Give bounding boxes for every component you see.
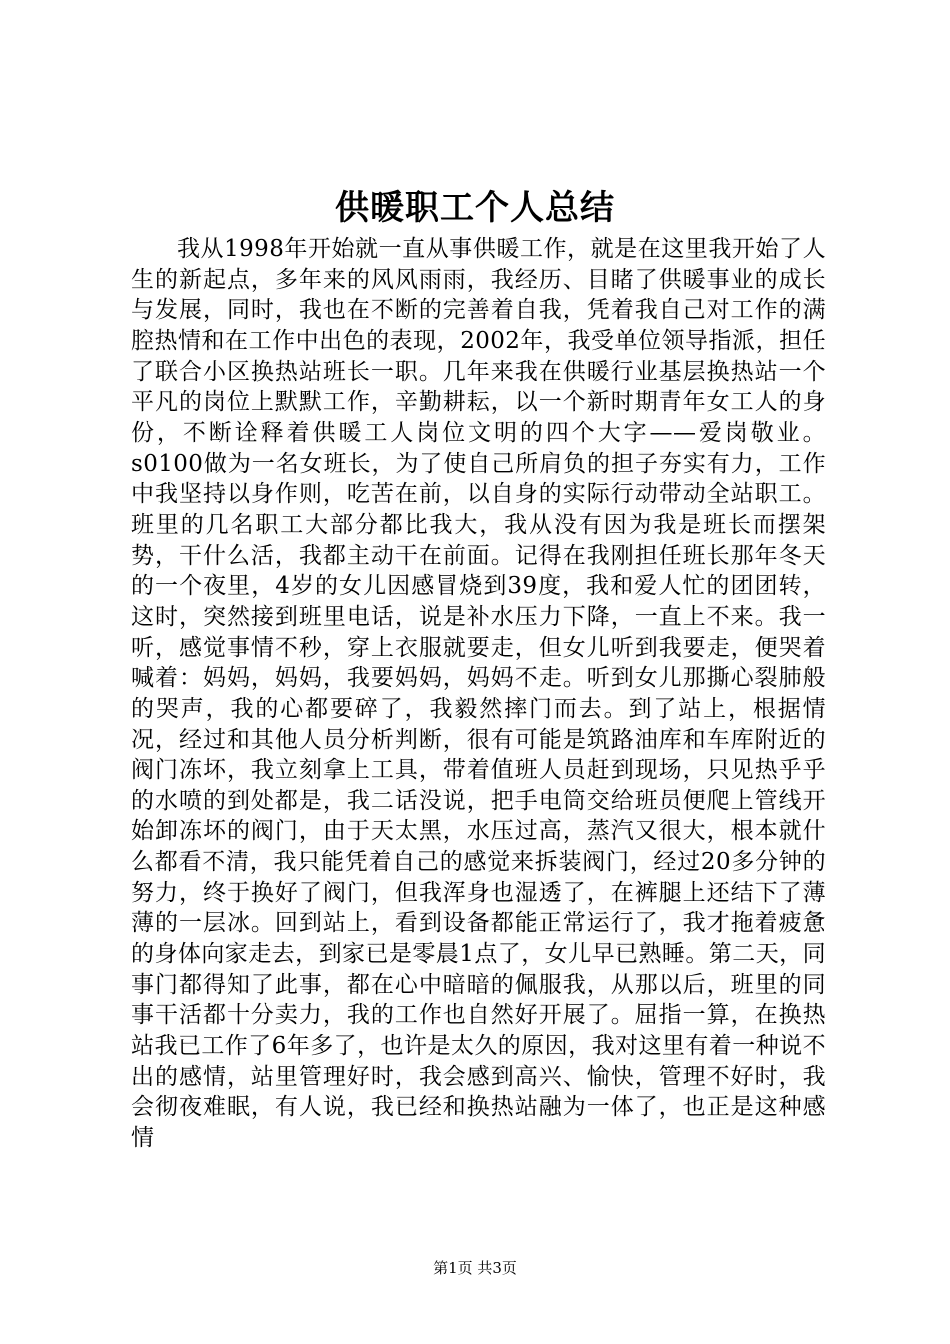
document-title: 供暖职工个人总结 [335,188,615,228]
body-paragraph: 我从1998年开始就一直从事供暖工作，就是在这里我开始了人生的新起点，多年来的风风雨雨，我经历、目睹了供暖事业的成长与发展，同时，我也在不断的完善着自我，凭着我自己对工作的满腔热情和在工作中出色的表现，2002年，我受单位领导指派，担任了联合小区换热站班长一职。几年来我在供暖行业基层换热站一个平凡的岗位上默默工作，辛勤耕耘，以一个新时期青年女工人的身份，不断诠释着供暖工人岗位文明的四个大字——爱岗敬业。s0100做为一名女班长，为了使自己所肩负的担子夯实有力，工作中我坚持以身作则，吃苦在前，以自身的实际行动带动全站职工。班里的几名职工大部分都比我大，我从没有因为我是班长而摆架势，干什么活，我都主动干在前面。记得在我刚担任班长那年冬天的一个夜里，4岁的女儿因感冒烧到39度，我和爱人忙的团团转，这时，突然接到班里电话，说是补水压力下降，一直上不来。我一听，感觉事情不秒，穿上衣服就要走，但女儿听到我要走，便哭着喊着：妈妈，妈妈，我要妈妈，妈妈不走。听到女儿那撕心裂肺般的哭声，我的心都要碎了，我毅然摔门而去。到了站上，根据情况，经过和其他人员分析判断，很有可能是筑路油库和车库附近的阀门冻坏，我立刻拿上工具，带着值班人员赶到现场，只见热乎乎的水喷的到处都是，我二话没说，把手电筒交给班员便爬上管线开始卸冻坏的阀门，由于天太黑，水压过高，蒸汽又很大，根本就什么都看不清，我只能凭着自己的感觉来拆装阀门，经过20多分钟的努力，终于换好了阀门，但我浑身也湿透了，在裤腿上还结下了薄薄的一层冰。回到站上，看到设备都能正常运行了，我才拖着疲惫的身体向家走去，到家已是零晨1点了，女儿早已熟睡。第二天，同事门都得知了此事，都在心中暗暗的佩服我，从那以后，班里的同事干活都十分卖力，我的工作也自然好开展了。屈指一算，在换热站我已工作了6年多了，也许是太久的原因，我对这里有着一种说不出的感情，站里管理好时，我会感到高兴、愉快，管理不好时，我会彻夜难眠，有人说，我已经和换热站融为一体了，也正是这种感情 [131,236,826,1152]
page-number-footer: 第1页 共3页 [433,1259,517,1277]
